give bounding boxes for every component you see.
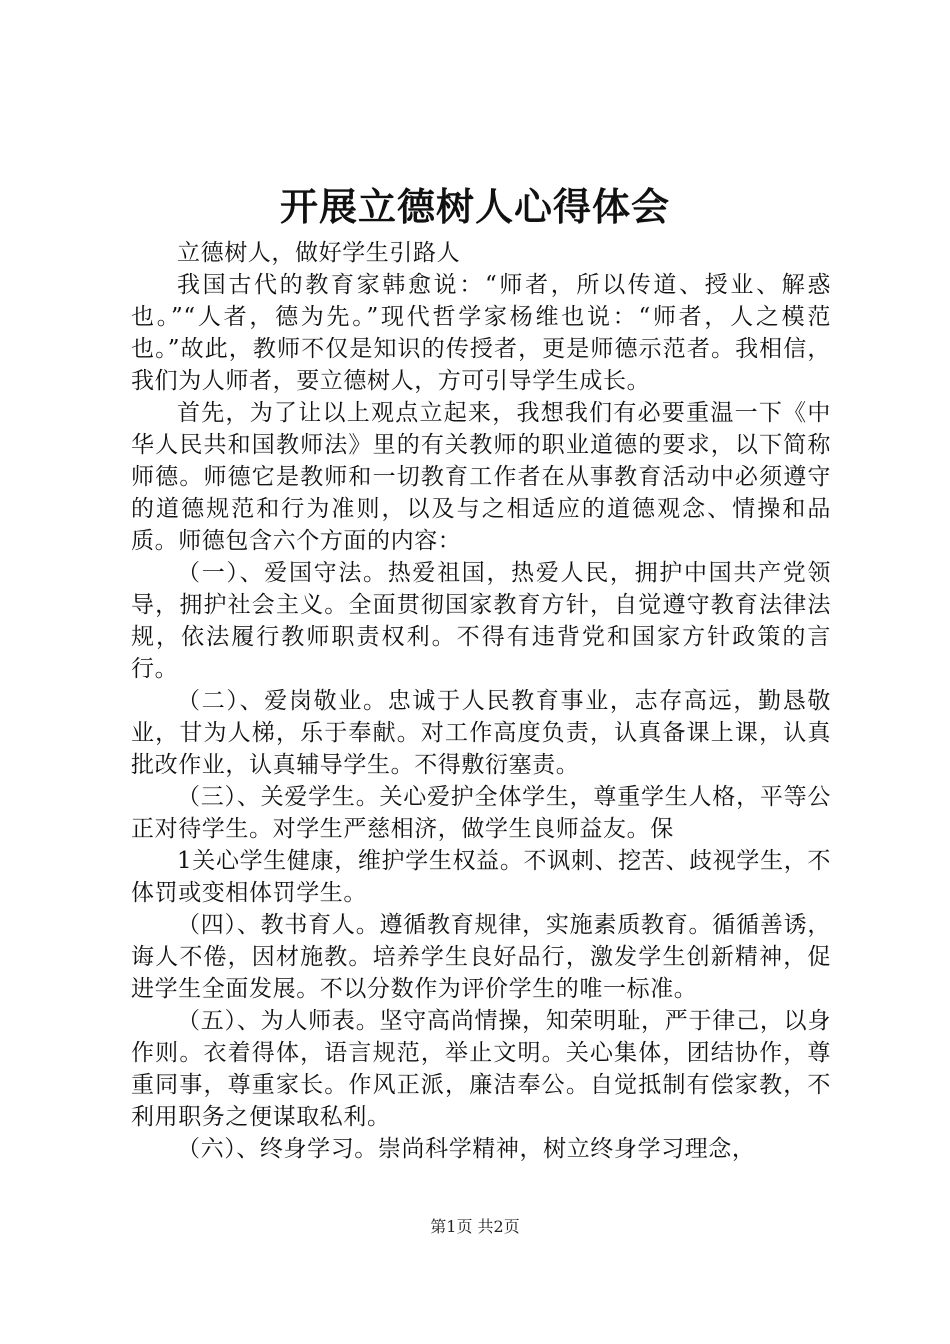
paragraph: （五）、为人师表。坚守高尚情操，知荣明耻，严于律己，以身作则。衣着得体，语言规范，举止文明。关心集体，团结协作，尊重同事，尊重家长。作风正派，廉洁奉公。自觉抵制有偿家教，不利用职务之便谋取私利。 xyxy=(131,1008,831,1130)
document-title: 开展立德树人心得体会 xyxy=(279,184,670,229)
subtitle: 立德树人，做好学生引路人 xyxy=(177,240,461,266)
document-body xyxy=(131,237,831,1165)
paragraph: 首先，为了让以上观点立起来，我想我们有必要重温一下《中华人民共和国教师法》里的有关教师的职业道德的要求，以下简称师德。师德它是教师和一切教育工作者在从事教育活动中必须遵守的道德规范和行为准则，以及与之相适应的道德观念、情操和品质。师德包含六个方面的内容： xyxy=(131,400,831,554)
paragraph: 1关心学生健康，维护学生权益。不讽刺、挖苦、歧视学生，不体罚或变相体罚学生。 xyxy=(131,848,831,906)
paragraph: （三）、关爱学生。关心爱护全体学生，尊重学生人格，平等公正对待学生。对学生严慈相济，做学生良师益友。保 xyxy=(131,784,831,842)
paragraph: （六）、终身学习。崇尚科学精神，树立终身学习理念， xyxy=(177,1136,756,1162)
paragraph: （四）、教书育人。遵循教育规律，实施素质教育。循循善诱，诲人不倦，因材施教。培养学生良好品行，激发学生创新精神，促进学生全面发展。不以分数作为评价学生的唯一标准。 xyxy=(131,912,831,1002)
paragraph: 我国古代的教育家韩愈说：“师者，所以传道、授业、解惑也。”“人者，德为先。”现代哲学家杨维也说：“师者，人之模范也。”故此，教师不仅是知识的传授者，更是师德示范者。我相信，我们为人师者，要立德树人，方可引导学生成长。 xyxy=(131,272,831,394)
paragraph: （二）、爱岗敬业。忠诚于人民教育事业，志存高远，勤恳敬业，甘为人梯，乐于奉献。对工作高度负责，认真备课上课，认真批改作业，认真辅导学生。不得敷衍塞责。 xyxy=(131,688,831,778)
page-footer: 第1页 共2页 xyxy=(430,1217,520,1236)
paragraph: （一）、爱国守法。热爱祖国，热爱人民，拥护中国共产党领导，拥护社会主义。全面贯彻国家教育方针，自觉遵守教育法律法规，依法履行教师职责权利。不得有违背党和国家方针政策的言行。 xyxy=(131,560,831,682)
